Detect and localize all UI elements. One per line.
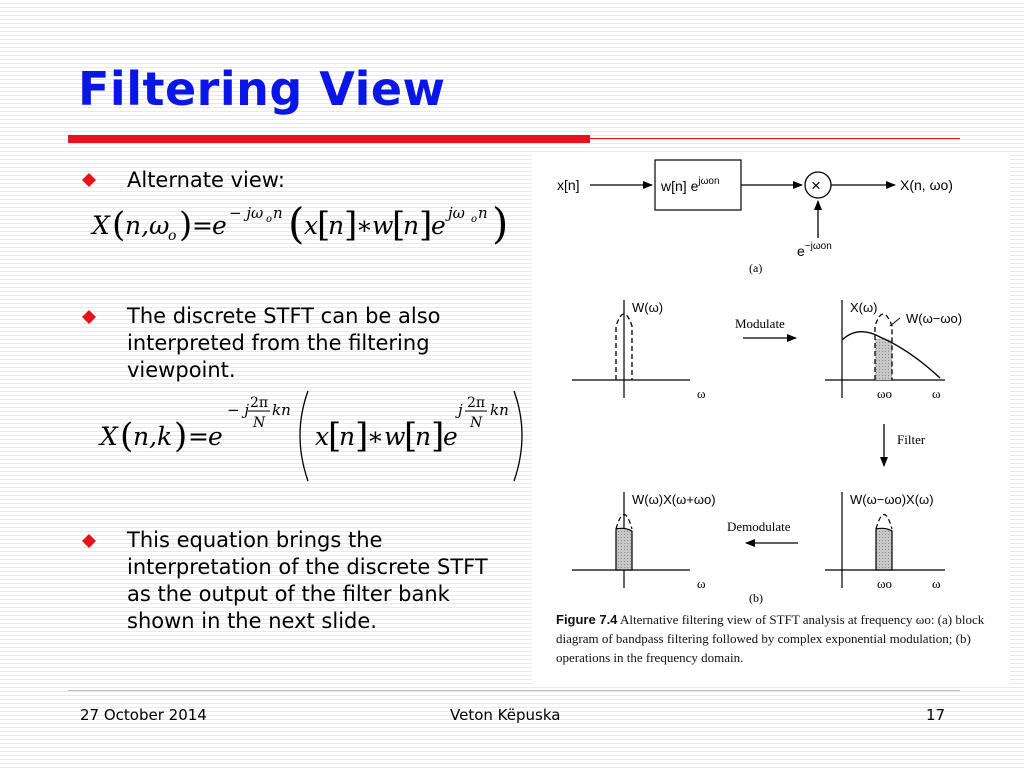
svg-text:n: n [339, 422, 356, 451]
svg-text:w: w [384, 422, 406, 451]
svg-text:(: ( [120, 416, 134, 456]
footer-author: Veton Këpuska [450, 706, 561, 724]
svg-text:2π: 2π [467, 395, 486, 411]
modulate-label: Modulate [735, 316, 785, 331]
diamond-bullet-icon [82, 310, 96, 324]
svg-text:e: e [212, 211, 227, 240]
svg-text:e: e [208, 422, 223, 451]
svg-text:ωo: ωo [877, 386, 893, 401]
svg-text:): ) [179, 205, 193, 245]
svg-text:]: ] [431, 416, 445, 456]
bullet-text-2: The discrete STFT can be also interpreted from the filtering viewpoint. [127, 304, 441, 382]
svg-text:[: [ [404, 416, 418, 456]
svg-text:W(ω−ωo)X(ω): W(ω−ωo)X(ω) [850, 492, 934, 507]
svg-text:): ) [174, 416, 188, 456]
svg-text:[: [ [392, 205, 406, 245]
svg-text:∗: ∗ [367, 422, 384, 451]
svg-text:=: = [192, 211, 213, 240]
filtered-shaded [876, 528, 892, 570]
svg-text:]: ] [355, 416, 369, 456]
multiply-icon: × [811, 176, 821, 195]
diamond-bullet-icon [82, 534, 96, 548]
svg-text:N: N [470, 415, 483, 431]
demodulate-label: Demodulate [727, 519, 791, 534]
svg-text:x: x [304, 211, 319, 240]
svg-text:=: = [188, 422, 209, 451]
svg-text:jω: jω [448, 204, 465, 222]
svg-text:e: e [431, 211, 446, 240]
svg-text:ωo: ωo [877, 576, 893, 591]
slide-title: Filtering View [78, 62, 446, 116]
svg-text:[: [ [328, 416, 342, 456]
svg-text:kn: kn [272, 401, 291, 419]
bullet-text-3: This equation brings the interpretation of the discrete STFT as the output of the filter bank shown in the next slide. [127, 528, 488, 633]
svg-text:2π: 2π [250, 395, 269, 411]
svg-text:e: e [443, 422, 458, 451]
svg-text:j: j [458, 401, 463, 419]
equation-stft-discrete [96, 385, 536, 487]
shaded-overlap [875, 338, 892, 380]
window-block-label: w[n] $e^{j\omega on}$ [661, 176, 720, 194]
output-label: X(n, ωo) [900, 177, 953, 193]
svg-text:n: n [273, 204, 283, 222]
demod-shaded [616, 528, 632, 570]
svg-text:o: o [266, 214, 273, 225]
svg-text:o: o [168, 228, 177, 244]
svg-text:n: n [403, 211, 420, 240]
equation-stft-modulated [88, 196, 528, 252]
svg-text:[: [ [317, 205, 331, 245]
title-underline-bar [68, 135, 590, 143]
svg-text:]: ] [344, 205, 358, 245]
footer-date: 27 October 2014 [80, 706, 207, 724]
svg-text:ω: ω [932, 386, 941, 401]
svg-text:x: x [315, 422, 330, 451]
svg-text:n: n [478, 204, 488, 222]
svg-text:ω: ω [697, 576, 706, 591]
label-w-omega: W(ω) [632, 300, 664, 315]
svg-text:n,k: n,k [133, 422, 173, 451]
page-number: 17 [926, 706, 946, 724]
modulator-label: $e^{-j\omega on}$ [797, 241, 832, 259]
svg-text:N: N [253, 415, 266, 431]
label-a: (a) [749, 261, 763, 275]
input-label: x[n] [557, 177, 580, 193]
svg-text:ω: ω [697, 386, 706, 401]
svg-text:X(ω): X(ω) [850, 300, 878, 315]
label-b: (b) [749, 591, 763, 605]
svg-text:]: ] [419, 205, 433, 245]
svg-text:o: o [471, 214, 478, 225]
svg-text:(: ( [112, 205, 126, 245]
svg-text:ω: ω [932, 576, 941, 591]
footer-divider [68, 690, 960, 691]
svg-text:− j: − j [227, 401, 249, 419]
svg-text:(: ( [288, 199, 305, 248]
svg-text:): ) [492, 199, 509, 248]
diamond-bullet-icon [82, 173, 96, 187]
stft-filtering-figure [532, 152, 1010, 612]
svg-text:n,ω: n,ω [125, 211, 170, 240]
figure-caption [556, 610, 996, 667]
bullet-text-1: Alternate view: [127, 168, 285, 192]
filter-label: Filter [897, 432, 926, 447]
title-underline-thin [590, 138, 960, 139]
svg-text:W(ω)X(ω+ωo): W(ω)X(ω+ωo) [632, 492, 716, 507]
svg-text:n: n [328, 211, 345, 240]
figure-caption-text: Alternative filtering view of STFT analysis at frequency ωo: (a) block diagram of bandpass filtering followed by complex exponential modulation; (b) operations in the frequency domain. [556, 612, 985, 665]
svg-text:W(ω−ωo): W(ω−ωo) [906, 311, 963, 326]
svg-text:n: n [415, 422, 432, 451]
svg-text:X: X [92, 211, 110, 240]
svg-text:X: X [100, 422, 118, 451]
svg-text:kn: kn [490, 401, 509, 419]
svg-text:w: w [372, 211, 394, 240]
svg-text:∗: ∗ [356, 211, 373, 240]
figure-number: Figure 7.4 [556, 612, 618, 627]
svg-text:− jω: − jω [229, 204, 264, 222]
